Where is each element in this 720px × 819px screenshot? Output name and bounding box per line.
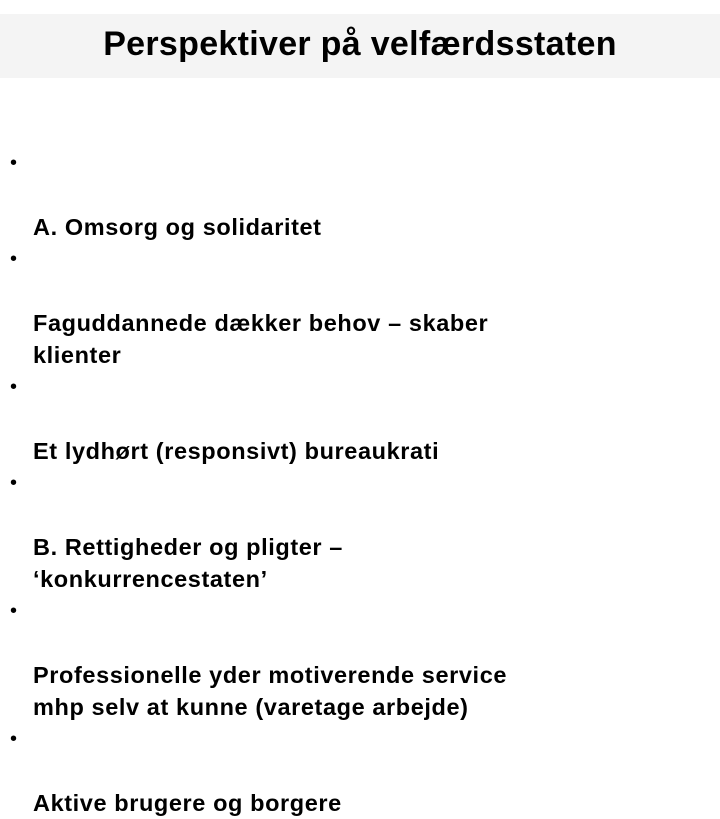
bullet-dot-icon: • bbox=[10, 728, 18, 750]
bullet-text: Aktive brugere og borgere bbox=[33, 790, 342, 816]
bullet-text: Faguddannede dækker behov – skaber klienter bbox=[33, 310, 489, 368]
bullet-list bbox=[10, 147, 700, 819]
bullet-text: Professionelle yder motiverende service mhp selv at kunne (varetage arbejde) bbox=[33, 662, 508, 720]
bullet-item bbox=[10, 147, 700, 243]
bullet-dot-icon: • bbox=[10, 472, 18, 494]
bullet-item bbox=[10, 243, 700, 371]
bullet-text: Et lydhørt (responsivt) bureaukrati bbox=[33, 438, 440, 464]
bullet-text: A. Omsorg og solidaritet bbox=[33, 214, 322, 240]
bullet-dot-icon: • bbox=[10, 376, 18, 398]
bullet-dot-icon: • bbox=[10, 152, 18, 174]
bullet-item bbox=[10, 371, 700, 467]
bullet-item bbox=[10, 595, 700, 723]
bullet-dot-icon: • bbox=[10, 248, 18, 270]
slide-title: Perspektiver på velfærdsstaten bbox=[103, 25, 617, 63]
bullet-text: B. Rettigheder og pligter – ‘konkurrencestaten’ bbox=[33, 534, 343, 592]
bullet-item bbox=[10, 467, 700, 595]
bullet-item bbox=[10, 723, 700, 819]
bullet-dot-icon: • bbox=[10, 600, 18, 622]
